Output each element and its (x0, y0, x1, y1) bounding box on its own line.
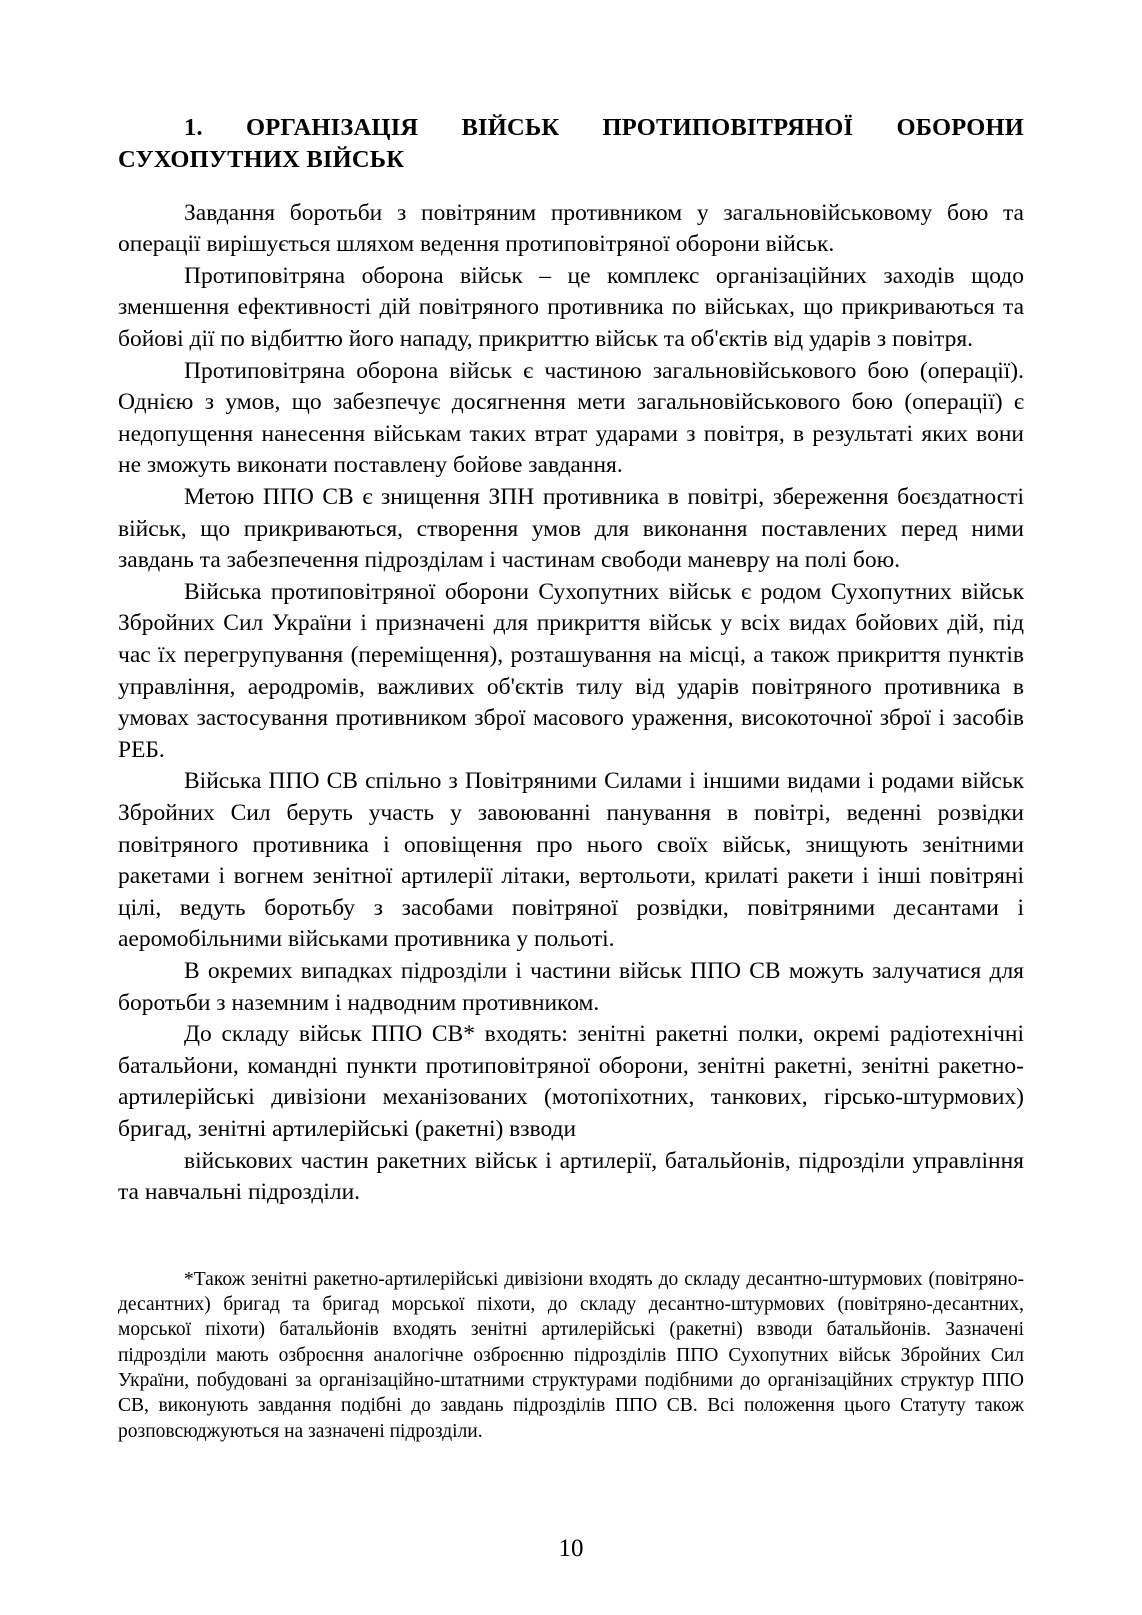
paragraph-7: В окремих випадках підрозділи і частини військ ППО СВ можуть залучатися для боротьби з наземним і надводним противником. (118, 957, 1024, 1016)
paragraph-6: Війська ППО СВ спільно з Повітряними Силами і іншими видами і родами військ Збройних Сил беруть участь у завоюванні панування в повітрі, веденні розвідки повітряного противника і оповіщення про нього своїх військ, знищують зенітними ракетами і вогнем зенітної артилерії літаки, вертольоти, крилаті ракети і інші повітряні цілі, ведуть боротьбу з засобами повітряної розвідки, повітряними десантами і аеромобільними військами противника у польоті. (118, 768, 1024, 953)
footnote (118, 1267, 1024, 1444)
page-title (118, 112, 1024, 176)
paragraph-5: Війська протиповітряної оборони Сухопутних військ є родом Сухопутних військ Збройних Сил України і призначені для прикриття військ у всіх видах бойових дій, під час їх перегрупування (переміщення), розташування на місці, а також прикриття пунктів управління, аеродромів, важливих об'єктів тилу від ударів повітряного противника в умовах застосування противником зброї масового ураження, високоточної зброї і засобів РЕБ. (118, 578, 1024, 763)
paragraph-9: військових частин ракетних військ і артилерії, батальйонів, підрозділи управління та навчальні підрозділи. (118, 1147, 1024, 1206)
page-number: 10 (558, 1535, 584, 1562)
heading-number: 1. (184, 114, 203, 141)
body-text (118, 198, 1024, 1209)
paragraph-4: Метою ППО СВ є знищення ЗПН противника в повітрі, збереження боєздатності військ, що прикриваються, створення умов для виконання поставлених перед ними завдань та забезпечення підрозділам і частинам свободи маневру на полі бою. (118, 484, 1024, 574)
paragraph-8: До складу військ ППО СВ* входять: зенітні ракетні полки, окремі радіотехнічні батальйони, командні пункти протиповітряної оборони, зенітні ракетні, зенітні ракетно-артилерійські дивізіони механізованих (мотопіхотних, танкових, гірсько-штурмових) бригад, зенітні артилерійські (ракетні) взводи (118, 1021, 1024, 1142)
footnote-text: *Також зенітні ракетно-артилерійські дивізіони входять до складу десантно-штурмових (повітряно-десантних) бригад та бригад морської піхоти, до складу десантно-штурмових (повітряно-десантних, морської піхоти) батальйонів входять зенітні артилерійські (ракетні) взводи батальйонів. Зазначені підрозділи мають озброєння аналогічне озброєнню підрозділів ППО Сухопутних військ Збройних Сил України, побудовані за організаційно-штатними структурами подібними до організаційних структур ППО СВ, виконують завдання подібні до завдань підрозділів ППО СВ. Всі положення цього Статуту також розповсюджуються на зазначені підрозділи. (118, 1268, 1024, 1442)
paragraph-3: Протиповітряна оборона військ є частиною загальновійськового бою (операції). Однією з умов, що забезпечує досягнення мети загальновійськового бою (операції) є недопущення нанесення військам таких втрат ударами з повітря, в результаті яких вони не зможуть виконати поставлену бойове завдання. (118, 357, 1024, 479)
paragraph-1: Завдання боротьби з повітряним противником у загальновійськовому бою та операції вирішується шляхом ведення протиповітряної оборони військ. (118, 199, 1024, 258)
paragraph-2: Протиповітряна оборона військ – це комплекс організаційних заходів щодо зменшення ефективності дій повітряного противника по військах, що прикриваються та бойові дії по відбиттю його нападу, прикриттю військ та об'єктів від ударів з повітря. (118, 262, 1024, 353)
heading-title: ОРГАНІЗАЦІЯ ВІЙСЬК ПРОТИПОВІТРЯНОЇ ОБОРОНИ СУХОПУТНИХ ВІЙСЬК (118, 114, 1024, 173)
